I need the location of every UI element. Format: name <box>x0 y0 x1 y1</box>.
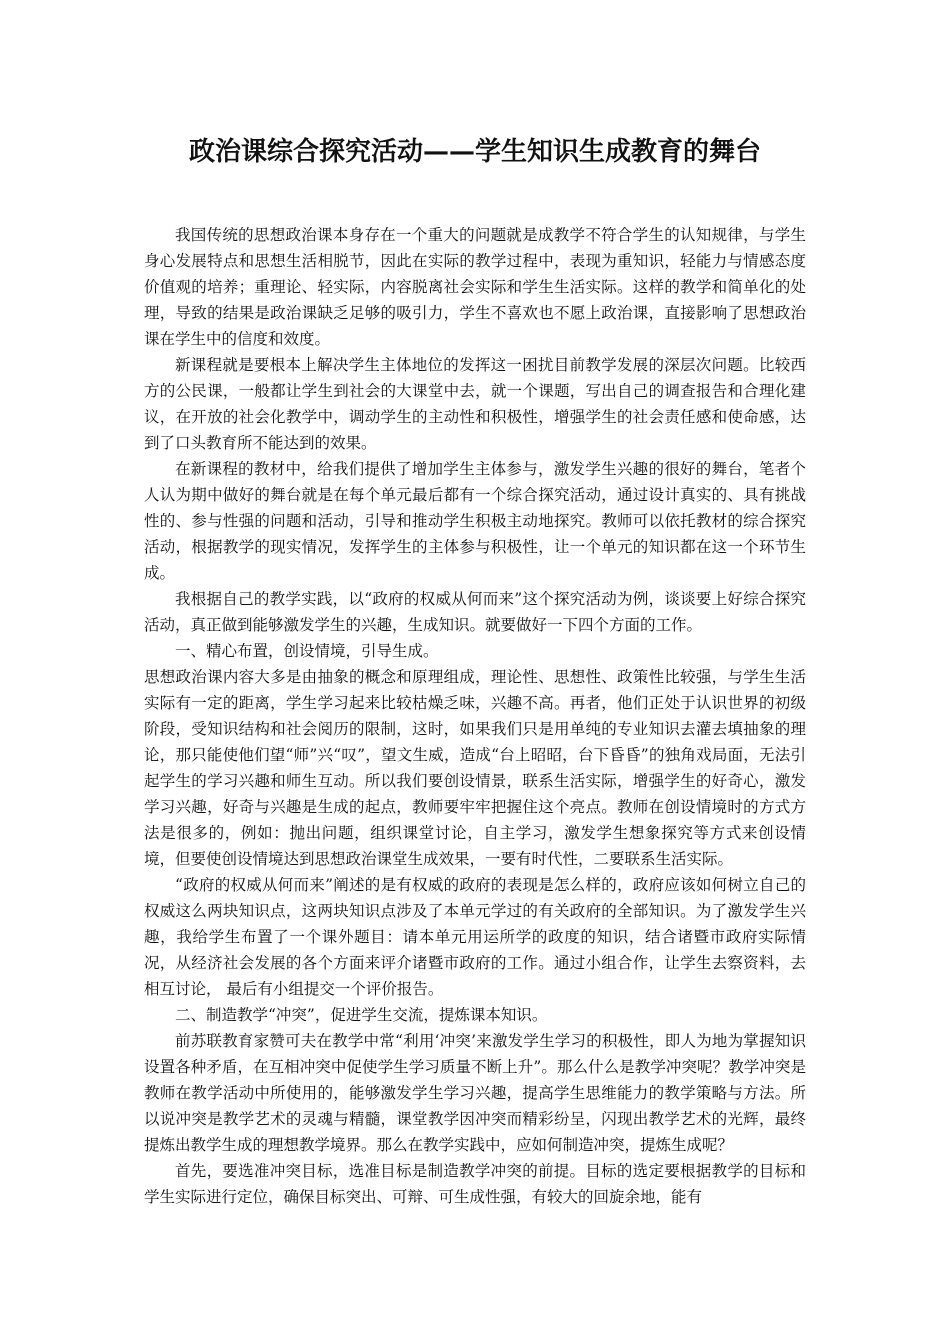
section-heading: 二、制造教学“冲突”，促进学生交流，提炼课本知识。 <box>175 1006 548 1024</box>
paragraph: 在新课程的教材中，给我们提供了增加学生主体参与，激发学生兴趣的很好的舞台，笔者个人认为期中做好的舞台就是在每个单元最后都有一个综合探究活动，通过设计真实的、具有挑战性的、参与性强的问题和活动，引导和推动学生积极主动地探究。教师可以依托教材的综合探究活动，根据教学的现实情况，发挥学生的主体参与积极性，让一个单元的知识都在这一个环节生成。 <box>144 460 806 582</box>
document-body <box>144 222 806 1210</box>
paragraph: 我根据自己的教学实践，以“政府的权威从何而来”这个探究活动为例，谈谈要上好综合探究活动，真正做到能够激发学生的兴趣，生成知识。就要做好一下四个方面的工作。 <box>144 590 806 634</box>
section-heading: 一、精心布置，创设情境，引导生成。 <box>175 642 439 660</box>
paragraph: 思想政治课内容大多是由抽象的概念和原理组成，理论性、思想性、政策性比较强，与学生生活实际有一定的距离，学生学习起来比较枯燥乏味，兴趣不高。再者，他们正处于认识世界的初级阶段，受知识结构和社会阅历的限制，这时，如果我们只是用单纯的专业知识去灌去填抽象的理论，那只能使他们望“师”兴“叹”，望文生威，造成“台上昭昭，台下昏昏”的独角戏局面，无法引起学生的学习兴趣和师生互动。所以我们要创设情景，联系生活实际，增强学生的好奇心，激发学习兴趣，好奇与兴趣是生成的起点，教师要牢牢把握住这个亮点。教师在创设情境时的方式方法是很多的，例如：抛出问题，组织课堂讨论，自主学习，激发学生想象探究等方式来创设情境，但要使创设情境达到思想政治课堂生成效果，一要有时代性，二要联系生活实际。 <box>144 668 806 868</box>
paragraph: 我国传统的思想政治课本身存在一个重大的问题就是成教学不符合学生的认知规律，与学生身心发展特点和思想生活相脱节，因此在实际的教学过程中，表现为重知识，轻能力与情感态度价值观的培养；重理论、轻实际，内容脱离社会实际和学生生活实际。这样的教学和简单化的处理，导致的结果是政治课缺乏足够的吸引力，学生不喜欢也不愿上政治课，直接影响了思想政治课在学生中的信度和效度。 <box>144 226 806 348</box>
paragraph: “政府的权威从何而来”阐述的是有权威的政府的表现是怎么样的，政府应该如何树立自己的权威这么两块知识点，这两块知识点涉及了本单元学过的有关政府的全部知识。为了激发学生兴趣，我给学生布置了一个课外题目：请本单元用运所学的政度的知识，结合诸暨市政府实际情况，从经济社会发展的各个方面来评介诸暨市政府的工作。通过小组合作，让学生去察资料，去相互讨论， 最后有小组提交一个评价报告。 <box>144 876 806 998</box>
paragraph: 前苏联教育家赞可夫在教学中常“利用‘冲突’来激发学生学习的积极性，即人为地为掌握知识设置各种矛盾，在互相冲突中促使学生学习质量不断上升”。那么什么是教学冲突呢？教学冲突是教师在教学活动中所使用的，能够激发学生学习兴趣，提高学生思维能力的教学策略与方法。所以说冲突是教学艺术的灵魂与精髓，课堂教学因冲突而精彩纷呈，闪现出教学艺术的光辉，最终提炼出教学生成的理想教学境界。那么在教学实践中，应如何制造冲突，提炼生成呢？ <box>144 1032 806 1154</box>
paragraph: 新课程就是要根本上解决学生主体地位的发挥这一困扰目前教学发展的深层次问题。比较西方的公民课，一般都让学生到社会的大课堂中去，就一个课题，写出自己的调查报告和合理化建议，在开放的社会化教学中，调动学生的主动性和积极性，增强学生的社会责任感和使命感，达到了口头教育所不能达到的效果。 <box>144 356 806 452</box>
paragraph: 首先，要选准冲突目标，选准目标是制造教学冲突的前提。目标的选定要根据教学的目标和学生实际进行定位，确保目标突出、可辩、可生成性强，有较大的回旋余地，能有 <box>144 1162 806 1206</box>
document-title: 政治课综合探究活动——学生知识生成教育的舞台 <box>188 137 761 167</box>
